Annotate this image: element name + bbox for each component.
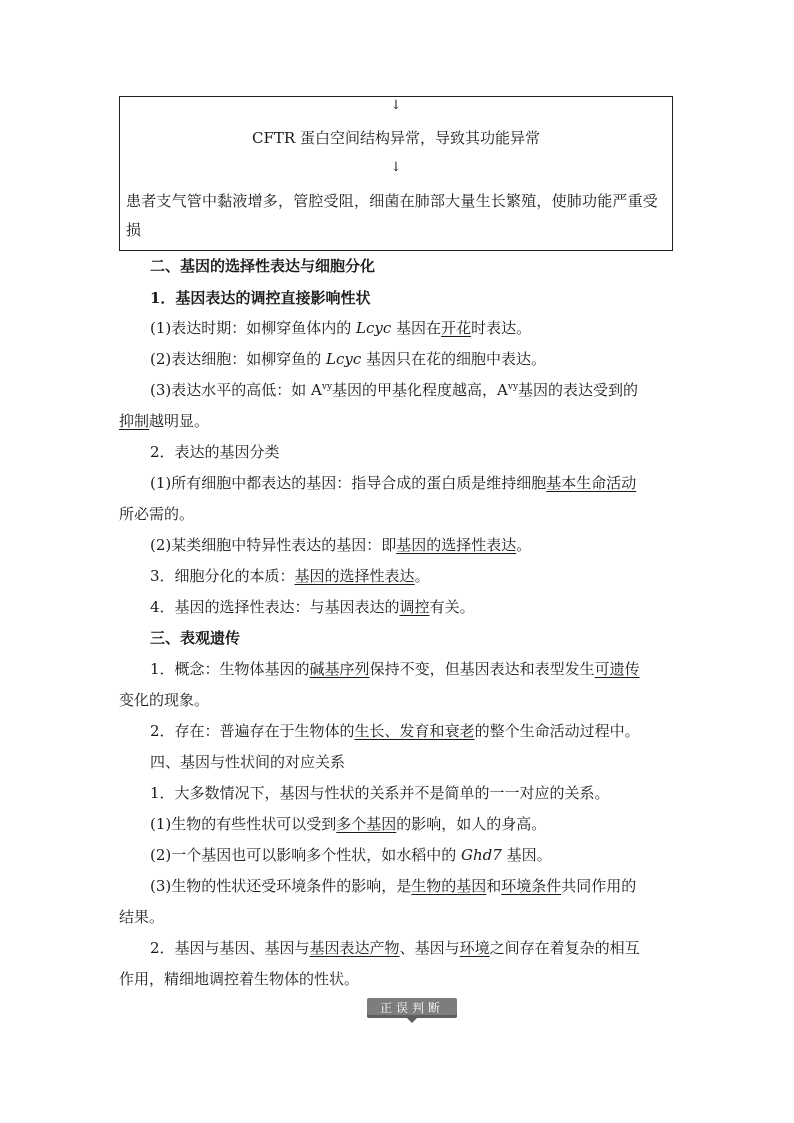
answer-blank: 基本生命活动 bbox=[546, 474, 637, 492]
answer-blank: 生长、发育和衰老 bbox=[354, 722, 475, 740]
paragraph: (2)某类细胞中特异性表达的基因：即基因的选择性表达。 bbox=[150, 536, 532, 554]
badge-pointer-icon bbox=[407, 1018, 417, 1023]
paragraph-continuation: 抑制越明显。 bbox=[119, 412, 210, 430]
paragraph: 1．大多数情况下，基因与性状的关系并不是简单的一一对应的关系。 bbox=[150, 784, 610, 802]
subheading: 1．基因表达的调控直接影响性状 bbox=[150, 289, 371, 307]
section-heading: 二、基因的选择性表达与细胞分化 bbox=[150, 257, 376, 275]
answer-blank: 基因的选择性表达 bbox=[396, 536, 517, 554]
paragraph: 3．细胞分化的本质：基因的选择性表达。 bbox=[150, 567, 430, 585]
answer-blank: 碱基序列 bbox=[309, 660, 370, 678]
paragraph: (1)所有细胞中都表达的基因：指导合成的蛋白质是维持细胞基本生命活动 bbox=[150, 474, 637, 492]
answer-blank: 调控 bbox=[399, 598, 430, 616]
gene-name: Lcyc bbox=[326, 350, 362, 368]
flow-step-protein: CFTR 蛋白空间结构异常，导致其功能异常 bbox=[252, 129, 540, 147]
paragraph: (2)一个基因也可以影响多个性状，如水稻中的 Ghd7 基因。 bbox=[150, 846, 552, 864]
paragraph: 4．基因的选择性表达：与基因表达的调控有关。 bbox=[150, 598, 475, 616]
paragraph: 2．存在：普遍存在于生物体的生长、发育和衰老的整个生命活动过程中。 bbox=[150, 722, 640, 740]
paragraph-continuation: 变化的现象。 bbox=[119, 691, 210, 709]
down-arrow-icon: ↓ bbox=[390, 98, 402, 113]
paragraph: (3)生物的性状还受环境条件的影响，是生物的基因和环境条件共同作用的 bbox=[150, 877, 637, 895]
paragraph: (3)表达水平的高低：如 $A^{vy}$基因的甲基化程度越高，$A^{vy}$基因的表达受到的 bbox=[150, 381, 639, 399]
paragraph-continuation: 结果。 bbox=[119, 908, 165, 926]
paragraph-continuation: 所必需的。 bbox=[119, 505, 195, 523]
answer-blank: 可遗传 bbox=[594, 660, 640, 678]
section-heading: 四、基因与性状间的对应关系 bbox=[150, 753, 346, 771]
section-heading: 三、表观遗传 bbox=[150, 629, 241, 647]
gene-name: Ghd7 bbox=[461, 846, 502, 864]
answer-blank: 环境 bbox=[459, 939, 490, 957]
flow-step-symptoms: 患者支气管中黏液增多，管腔受阻，细菌在肺部大量生长繁殖，使肺功能严重受损 bbox=[126, 192, 659, 239]
paragraph: (1)表达时期：如柳穿鱼体内的 Lcyc 基因在开花时表达。 bbox=[150, 319, 532, 337]
answer-blank: 多个基因 bbox=[336, 815, 397, 833]
answer-blank: 生物的基因 bbox=[411, 877, 487, 895]
paragraph: 2．基因与基因、基因与基因表达产物、基因与环境之间存在着复杂的相互 bbox=[150, 939, 640, 957]
true-false-judgment-badge: 正误判断 bbox=[367, 998, 457, 1018]
subheading: 2．表达的基因分类 bbox=[150, 443, 280, 461]
answer-blank: 环境条件 bbox=[501, 877, 562, 895]
paragraph-continuation: 作用，精细地调控着生物体的性状。 bbox=[119, 970, 360, 988]
answer-blank: 抑制 bbox=[119, 412, 150, 430]
down-arrow-icon: ↓ bbox=[390, 160, 402, 175]
answer-blank: 基因表达产物 bbox=[309, 939, 400, 957]
paragraph: (1)生物的有些性状可以受到多个基因的影响，如人的身高。 bbox=[150, 815, 547, 833]
answer-blank: 基因的选择性表达 bbox=[294, 567, 415, 585]
answer-blank: 开花 bbox=[441, 319, 472, 337]
flow-diagram-box bbox=[119, 96, 673, 251]
gene-name: Lcyc bbox=[356, 319, 392, 337]
paragraph: 1．概念：生物体基因的碱基序列保持不变，但基因表达和表型发生可遗传 bbox=[150, 660, 640, 678]
paragraph: (2)表达细胞：如柳穿鱼的 Lcyc 基因只在花的细胞中表达。 bbox=[150, 350, 547, 368]
